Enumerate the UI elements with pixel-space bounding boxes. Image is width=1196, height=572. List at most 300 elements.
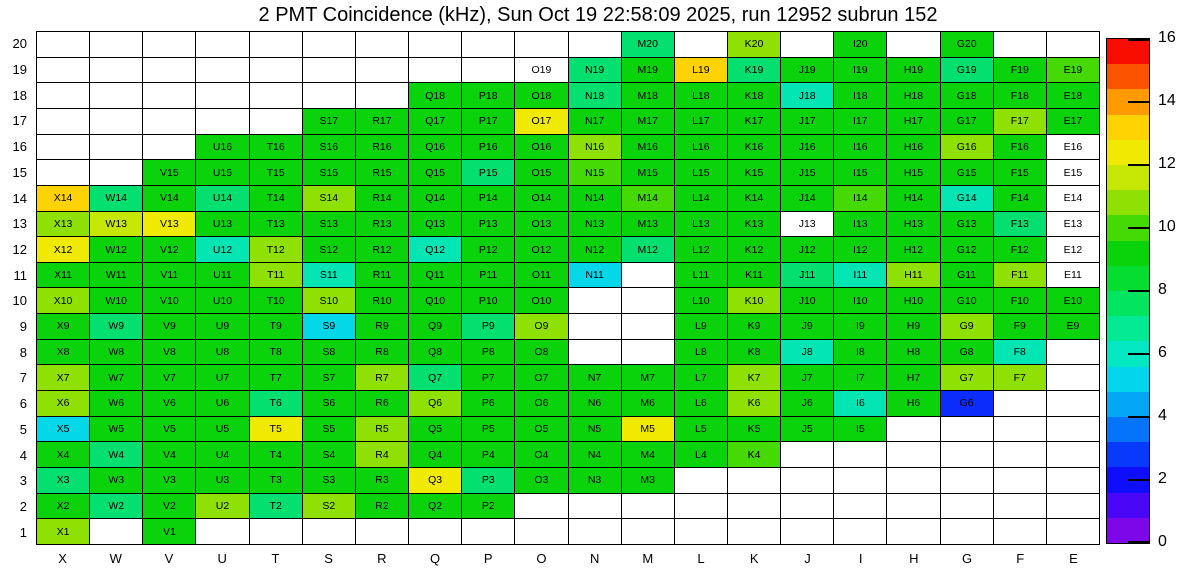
heatmap-cell-O6: O6 (515, 391, 567, 416)
heatmap-cell-H2 (887, 494, 939, 519)
heatmap-cell-M7: M7 (622, 365, 674, 390)
heatmap-cell-P16: P16 (462, 135, 514, 160)
heatmap-cell-E8 (1047, 340, 1099, 365)
heatmap-cell-W19 (90, 58, 142, 83)
heatmap-cell-G14: G14 (941, 186, 993, 211)
heatmap-cell-F3 (994, 468, 1046, 493)
heatmap-cell-K3 (728, 468, 780, 493)
colorbar-tick-label-0: 0 (1158, 533, 1167, 550)
heatmap-cell-E14: E14 (1047, 186, 1099, 211)
heatmap-cell-O3: O3 (515, 468, 567, 493)
heatmap-cell-G12: G12 (941, 237, 993, 262)
heatmap-cell-N20 (569, 32, 621, 57)
heatmap-cell-H14: H14 (887, 186, 939, 211)
heatmap-cell-K15: K15 (728, 160, 780, 185)
heatmap-cell-H15: H15 (887, 160, 939, 185)
colorbar-band (1107, 417, 1149, 442)
heatmap-cell-R1 (356, 519, 408, 544)
heatmap-cell-K4: K4 (728, 442, 780, 467)
heatmap-cell-I16: I16 (834, 135, 886, 160)
heatmap-cell-X1: X1 (37, 519, 89, 544)
heatmap-cell-N17: N17 (569, 109, 621, 134)
heatmap-cell-J4 (781, 442, 833, 467)
heatmap-cell-P6: P6 (462, 391, 514, 416)
heatmap-cell-N9 (569, 314, 621, 339)
heatmap-cell-S17: S17 (303, 109, 355, 134)
y-axis-label-11: 11 (13, 267, 27, 283)
heatmap-cell-J1 (781, 519, 833, 544)
heatmap-cell-W4: W4 (90, 442, 142, 467)
heatmap-cell-V9: V9 (143, 314, 195, 339)
y-axis (0, 31, 30, 545)
colorbar-tick-14 (1128, 101, 1149, 103)
heatmap-cell-M5: M5 (622, 417, 674, 442)
heatmap-cell-O16: O16 (515, 135, 567, 160)
colorbar-tick-2 (1128, 479, 1149, 481)
heatmap-cell-U16: U16 (196, 135, 248, 160)
heatmap-cell-W18 (90, 83, 142, 108)
heatmap-cell-V3: V3 (143, 468, 195, 493)
heatmap-cell-F13: F13 (994, 212, 1046, 237)
heatmap-cell-U17 (196, 109, 248, 134)
heatmap-cell-I11: I11 (834, 263, 886, 288)
heatmap-cell-E12: E12 (1047, 237, 1099, 262)
heatmap-cell-S3: S3 (303, 468, 355, 493)
heatmap-cell-E19: E19 (1047, 58, 1099, 83)
x-axis-label-P: P (483, 550, 493, 566)
heatmap-cell-M4: M4 (622, 442, 674, 467)
heatmap-cell-X6: X6 (37, 391, 89, 416)
y-axis-label-16: 16 (12, 139, 27, 155)
colorbar-tick-8 (1128, 290, 1149, 292)
heatmap-cell-N11: N11 (569, 263, 621, 288)
heatmap-cell-L9: L9 (675, 314, 727, 339)
heatmap-cell-U10: U10 (196, 288, 248, 313)
heatmap-cell-U1 (196, 519, 248, 544)
heatmap-cell-O15: O15 (515, 160, 567, 185)
heatmap-cell-F10: F10 (994, 288, 1046, 313)
colorbar-band (1107, 140, 1149, 165)
heatmap-cell-G2 (941, 494, 993, 519)
heatmap-cell-L13: L13 (675, 212, 727, 237)
heatmap-cell-N2 (569, 494, 621, 519)
colorbar-tick-10 (1128, 227, 1149, 229)
heatmap-cell-W5: W5 (90, 417, 142, 442)
heatmap-cell-P11: P11 (462, 263, 514, 288)
y-axis-label-12: 12 (12, 241, 27, 257)
heatmap-cell-S19 (303, 58, 355, 83)
heatmap-cell-X8: X8 (37, 340, 89, 365)
heatmap-cell-K12: K12 (728, 237, 780, 262)
heatmap-cell-I10: I10 (834, 288, 886, 313)
heatmap-cell-E10: E10 (1047, 288, 1099, 313)
heatmap-cell-I13: I13 (834, 212, 886, 237)
heatmap-cell-L1 (675, 519, 727, 544)
heatmap-cell-G3 (941, 468, 993, 493)
colorbar-tick-label-8: 8 (1158, 281, 1167, 298)
heatmap-cell-V10: V10 (143, 288, 195, 313)
heatmap-cell-S1 (303, 519, 355, 544)
heatmap-cell-L5: L5 (675, 417, 727, 442)
heatmap-cell-T13: T13 (250, 212, 302, 237)
heatmap-cell-H16: H16 (887, 135, 939, 160)
colorbar-band (1107, 165, 1149, 190)
heatmap-cell-Q5: Q5 (409, 417, 461, 442)
heatmap-cell-R18 (356, 83, 408, 108)
heatmap-cell-U13: U13 (196, 212, 248, 237)
heatmap-cell-U2: U2 (196, 494, 248, 519)
heatmap-cell-N16: N16 (569, 135, 621, 160)
heatmap-cell-U15: U15 (196, 160, 248, 185)
heatmap-cell-U6: U6 (196, 391, 248, 416)
heatmap-cell-I12: I12 (834, 237, 886, 262)
heatmap-cell-K20: K20 (728, 32, 780, 57)
heatmap-cell-X13: X13 (37, 212, 89, 237)
heatmap-cell-J13: J13 (781, 212, 833, 237)
heatmap-cell-M20: M20 (622, 32, 674, 57)
heatmap-cell-E16: E16 (1047, 135, 1099, 160)
heatmap-cell-G7: G7 (941, 365, 993, 390)
colorbar-tick-12 (1128, 164, 1149, 166)
heatmap-cell-I20: I20 (834, 32, 886, 57)
heatmap-cell-G19: G19 (941, 58, 993, 83)
heatmap-cell-N19: N19 (569, 58, 621, 83)
x-axis-label-F: F (1016, 550, 1025, 566)
x-axis-label-U: U (217, 550, 227, 566)
heatmap-cell-M17: M17 (622, 109, 674, 134)
heatmap-cell-Q15: Q15 (409, 160, 461, 185)
heatmap-cell-V2: V2 (143, 494, 195, 519)
heatmap-cell-Q12: Q12 (409, 237, 461, 262)
heatmap-cell-F19: F19 (994, 58, 1046, 83)
heatmap-cell-X4: X4 (37, 442, 89, 467)
heatmap-cell-Q18: Q18 (409, 83, 461, 108)
heatmap-cell-W10: W10 (90, 288, 142, 313)
heatmap-cell-W8: W8 (90, 340, 142, 365)
heatmap-cell-L15: L15 (675, 160, 727, 185)
heatmap-cell-O18: O18 (515, 83, 567, 108)
heatmap-cell-P19 (462, 58, 514, 83)
heatmap-cell-P5: P5 (462, 417, 514, 442)
colorbar-tick-6 (1128, 353, 1149, 355)
heatmap-cell-S10: S10 (303, 288, 355, 313)
heatmap-cell-G17: G17 (941, 109, 993, 134)
heatmap-cell-T1 (250, 519, 302, 544)
heatmap-cell-F8: F8 (994, 340, 1046, 365)
heatmap-cell-W11: W11 (90, 263, 142, 288)
heatmap-cell-N6: N6 (569, 391, 621, 416)
heatmap-cell-M6: M6 (622, 391, 674, 416)
y-axis-label-20: 20 (12, 36, 27, 52)
heatmap-cell-V5: V5 (143, 417, 195, 442)
heatmap-cell-N8 (569, 340, 621, 365)
colorbar-tick-label-6: 6 (1158, 344, 1167, 361)
heatmap-cell-Q19 (409, 58, 461, 83)
heatmap-cell-H13: H13 (887, 212, 939, 237)
heatmap-cell-R2: R2 (356, 494, 408, 519)
heatmap-cell-I6: I6 (834, 391, 886, 416)
heatmap-cell-R6: R6 (356, 391, 408, 416)
heatmap-cell-N1 (569, 519, 621, 544)
heatmap-cell-E5 (1047, 417, 1099, 442)
heatmap-cell-J17: J17 (781, 109, 833, 134)
heatmap-cell-U12: U12 (196, 237, 248, 262)
heatmap-cell-O20 (515, 32, 567, 57)
y-axis-label-15: 15 (12, 164, 27, 180)
heatmap-cell-R16: R16 (356, 135, 408, 160)
heatmap-cell-Q3: Q3 (409, 468, 461, 493)
heatmap-cell-P8: P8 (462, 340, 514, 365)
y-axis-label-4: 4 (19, 447, 27, 463)
heatmap-cell-U18 (196, 83, 248, 108)
x-axis-label-H: H (909, 550, 919, 566)
heatmap-cell-P12: P12 (462, 237, 514, 262)
heatmap-cell-H11: H11 (887, 263, 939, 288)
heatmap-cell-E4 (1047, 442, 1099, 467)
heatmap-cell-U20 (196, 32, 248, 57)
heatmap-cell-P17: P17 (462, 109, 514, 134)
heatmap-cell-J10: J10 (781, 288, 833, 313)
heatmap-cell-T9: T9 (250, 314, 302, 339)
heatmap-grid (36, 31, 1100, 545)
heatmap-cell-E11: E11 (1047, 263, 1099, 288)
heatmap-cell-F18: F18 (994, 83, 1046, 108)
colorbar-tick-label-10: 10 (1158, 218, 1176, 235)
heatmap-cell-E9: E9 (1047, 314, 1099, 339)
heatmap-cell-R20 (356, 32, 408, 57)
heatmap-cell-K9: K9 (728, 314, 780, 339)
heatmap-cell-M8 (622, 340, 674, 365)
heatmap-cell-L3 (675, 468, 727, 493)
heatmap-cell-K18: K18 (728, 83, 780, 108)
heatmap-cell-P4: P4 (462, 442, 514, 467)
colorbar-band (1107, 115, 1149, 140)
heatmap-cell-J5: J5 (781, 417, 833, 442)
heatmap-cell-W6: W6 (90, 391, 142, 416)
heatmap-cell-J6: J6 (781, 391, 833, 416)
x-axis-label-N: N (589, 550, 600, 566)
heatmap-cell-O1 (515, 519, 567, 544)
heatmap-cell-Q11: Q11 (409, 263, 461, 288)
heatmap-cell-V13: V13 (143, 212, 195, 237)
heatmap-cell-J12: J12 (781, 237, 833, 262)
heatmap-cell-L16: L16 (675, 135, 727, 160)
heatmap-cell-O14: O14 (515, 186, 567, 211)
colorbar-band (1107, 367, 1149, 392)
heatmap-cell-M10 (622, 288, 674, 313)
y-axis-label-8: 8 (19, 344, 27, 360)
heatmap-cell-N10 (569, 288, 621, 313)
x-axis-label-S: S (324, 550, 333, 566)
heatmap-cell-I3 (834, 468, 886, 493)
heatmap-cell-E15: E15 (1047, 160, 1099, 185)
heatmap-cell-R3: R3 (356, 468, 408, 493)
heatmap-cell-F2 (994, 494, 1046, 519)
heatmap-cell-L6: L6 (675, 391, 727, 416)
heatmap-cell-P1 (462, 519, 514, 544)
heatmap-cell-G16: G16 (941, 135, 993, 160)
heatmap-cell-G8: G8 (941, 340, 993, 365)
y-axis-label-1: 1 (19, 524, 27, 540)
y-axis-label-6: 6 (19, 396, 27, 412)
heatmap-cell-F12: F12 (994, 237, 1046, 262)
heatmap-cell-M1 (622, 519, 674, 544)
heatmap-cell-P3: P3 (462, 468, 514, 493)
heatmap-cell-M11 (622, 263, 674, 288)
colorbar-tick-4 (1128, 416, 1149, 418)
y-axis-label-14: 14 (12, 190, 27, 206)
heatmap-cell-I15: I15 (834, 160, 886, 185)
heatmap-cell-N13: N13 (569, 212, 621, 237)
heatmap-cell-Q8: Q8 (409, 340, 461, 365)
heatmap-cell-P10: P10 (462, 288, 514, 313)
heatmap-cell-T11: T11 (250, 263, 302, 288)
heatmap-cell-I1 (834, 519, 886, 544)
heatmap-cell-O8: O8 (515, 340, 567, 365)
heatmap-cell-I9: I9 (834, 314, 886, 339)
heatmap-cell-W1 (90, 519, 142, 544)
heatmap-cell-F14: F14 (994, 186, 1046, 211)
heatmap-cell-J8: J8 (781, 340, 833, 365)
heatmap-cell-X5: X5 (37, 417, 89, 442)
heatmap-cell-K2 (728, 494, 780, 519)
heatmap-cell-P20 (462, 32, 514, 57)
heatmap-cell-R13: R13 (356, 212, 408, 237)
y-axis-label-2: 2 (19, 499, 27, 514)
heatmap-cell-R4: R4 (356, 442, 408, 467)
heatmap-cell-U8: U8 (196, 340, 248, 365)
heatmap-cell-U11: U11 (196, 263, 248, 288)
heatmap-cell-G9: G9 (941, 314, 993, 339)
heatmap-cell-N18: N18 (569, 83, 621, 108)
heatmap-cell-G15: G15 (941, 160, 993, 185)
heatmap-cell-L11: L11 (675, 263, 727, 288)
colorbar-band (1107, 493, 1149, 518)
heatmap-cell-M2 (622, 494, 674, 519)
heatmap-cell-H17: H17 (887, 109, 939, 134)
heatmap-cell-V1: V1 (143, 519, 195, 544)
heatmap-cell-O11: O11 (515, 263, 567, 288)
heatmap-cell-F11: F11 (994, 263, 1046, 288)
colorbar-band (1107, 291, 1149, 316)
colorbar-band (1107, 442, 1149, 467)
heatmap-cell-Q20 (409, 32, 461, 57)
heatmap-cell-V12: V12 (143, 237, 195, 262)
heatmap-cell-J19: J19 (781, 58, 833, 83)
heatmap-cell-Q7: Q7 (409, 365, 461, 390)
heatmap-cell-P9: P9 (462, 314, 514, 339)
heatmap-cell-H20 (887, 32, 939, 57)
heatmap-cell-X11: X11 (37, 263, 89, 288)
heatmap-cell-H10: H10 (887, 288, 939, 313)
heatmap-cell-L19: L19 (675, 58, 727, 83)
heatmap-cell-K7: K7 (728, 365, 780, 390)
heatmap-cell-J20 (781, 32, 833, 57)
heatmap-cell-N14: N14 (569, 186, 621, 211)
heatmap-cell-R12: R12 (356, 237, 408, 262)
heatmap-cell-M14: M14 (622, 186, 674, 211)
heatmap-cell-X10: X10 (37, 288, 89, 313)
colorbar-tick-label-4: 4 (1158, 407, 1167, 424)
heatmap-cell-X17 (37, 109, 89, 134)
heatmap-cell-L8: L8 (675, 340, 727, 365)
heatmap-cell-T17 (250, 109, 302, 134)
heatmap-cell-V17 (143, 109, 195, 134)
colorbar-tick-0 (1128, 541, 1149, 543)
heatmap-cell-E3 (1047, 468, 1099, 493)
heatmap-cell-K10: K10 (728, 288, 780, 313)
heatmap-cell-G5 (941, 417, 993, 442)
heatmap-cell-T6: T6 (250, 391, 302, 416)
x-axis-label-E: E (1069, 550, 1078, 566)
heatmap-cell-U9: U9 (196, 314, 248, 339)
heatmap-cell-T18 (250, 83, 302, 108)
heatmap-cell-G1 (941, 519, 993, 544)
heatmap-cell-W12: W12 (90, 237, 142, 262)
colorbar-tick-label-12: 12 (1158, 155, 1176, 172)
heatmap-cell-U3: U3 (196, 468, 248, 493)
heatmap-cell-R15: R15 (356, 160, 408, 185)
heatmap-cell-F9: F9 (994, 314, 1046, 339)
heatmap-cell-E13: E13 (1047, 212, 1099, 237)
heatmap-cell-R19 (356, 58, 408, 83)
heatmap-cell-O12: O12 (515, 237, 567, 262)
heatmap-cell-T5: T5 (250, 417, 302, 442)
heatmap-cell-W13: W13 (90, 212, 142, 237)
heatmap-cell-T10: T10 (250, 288, 302, 313)
heatmap-cell-W2: W2 (90, 494, 142, 519)
y-axis-label-10: 10 (12, 293, 27, 309)
heatmap-cell-J15: J15 (781, 160, 833, 185)
heatmap-cell-W16 (90, 135, 142, 160)
y-axis-label-17: 17 (12, 113, 27, 129)
heatmap-cell-W20 (90, 32, 142, 57)
x-axis-label-W: W (109, 550, 122, 566)
heatmap-cell-U4: U4 (196, 442, 248, 467)
heatmap-cell-M16: M16 (622, 135, 674, 160)
heatmap-cell-S9: S9 (303, 314, 355, 339)
heatmap-cell-T2: T2 (250, 494, 302, 519)
heatmap-cell-J16: J16 (781, 135, 833, 160)
heatmap-cell-J18: J18 (781, 83, 833, 108)
heatmap-cell-W3: W3 (90, 468, 142, 493)
heatmap-cell-H8: H8 (887, 340, 939, 365)
heatmap-cell-O17: O17 (515, 109, 567, 134)
heatmap-cell-F4 (994, 442, 1046, 467)
heatmap-cell-F1 (994, 519, 1046, 544)
heatmap-cell-R14: R14 (356, 186, 408, 211)
heatmap-cell-F7: F7 (994, 365, 1046, 390)
x-axis-label-O: O (536, 550, 547, 566)
y-axis-label-18: 18 (12, 87, 27, 103)
y-axis-label-7: 7 (19, 370, 27, 386)
x-axis-label-G: G (961, 550, 973, 566)
heatmap-cell-H3 (887, 468, 939, 493)
heatmap-cell-N12: N12 (569, 237, 621, 262)
heatmap-cell-I8: I8 (834, 340, 886, 365)
heatmap-cell-U14: U14 (196, 186, 248, 211)
heatmap-cell-O2 (515, 494, 567, 519)
heatmap-cell-O7: O7 (515, 365, 567, 390)
heatmap-cell-X2: X2 (37, 494, 89, 519)
heatmap-cell-Q2: Q2 (409, 494, 461, 519)
heatmap-cell-G6: G6 (941, 391, 993, 416)
heatmap-cell-N4: N4 (569, 442, 621, 467)
heatmap-cell-T7: T7 (250, 365, 302, 390)
heatmap-cell-F15: F15 (994, 160, 1046, 185)
heatmap-cell-S8: S8 (303, 340, 355, 365)
heatmap-cell-M19: M19 (622, 58, 674, 83)
